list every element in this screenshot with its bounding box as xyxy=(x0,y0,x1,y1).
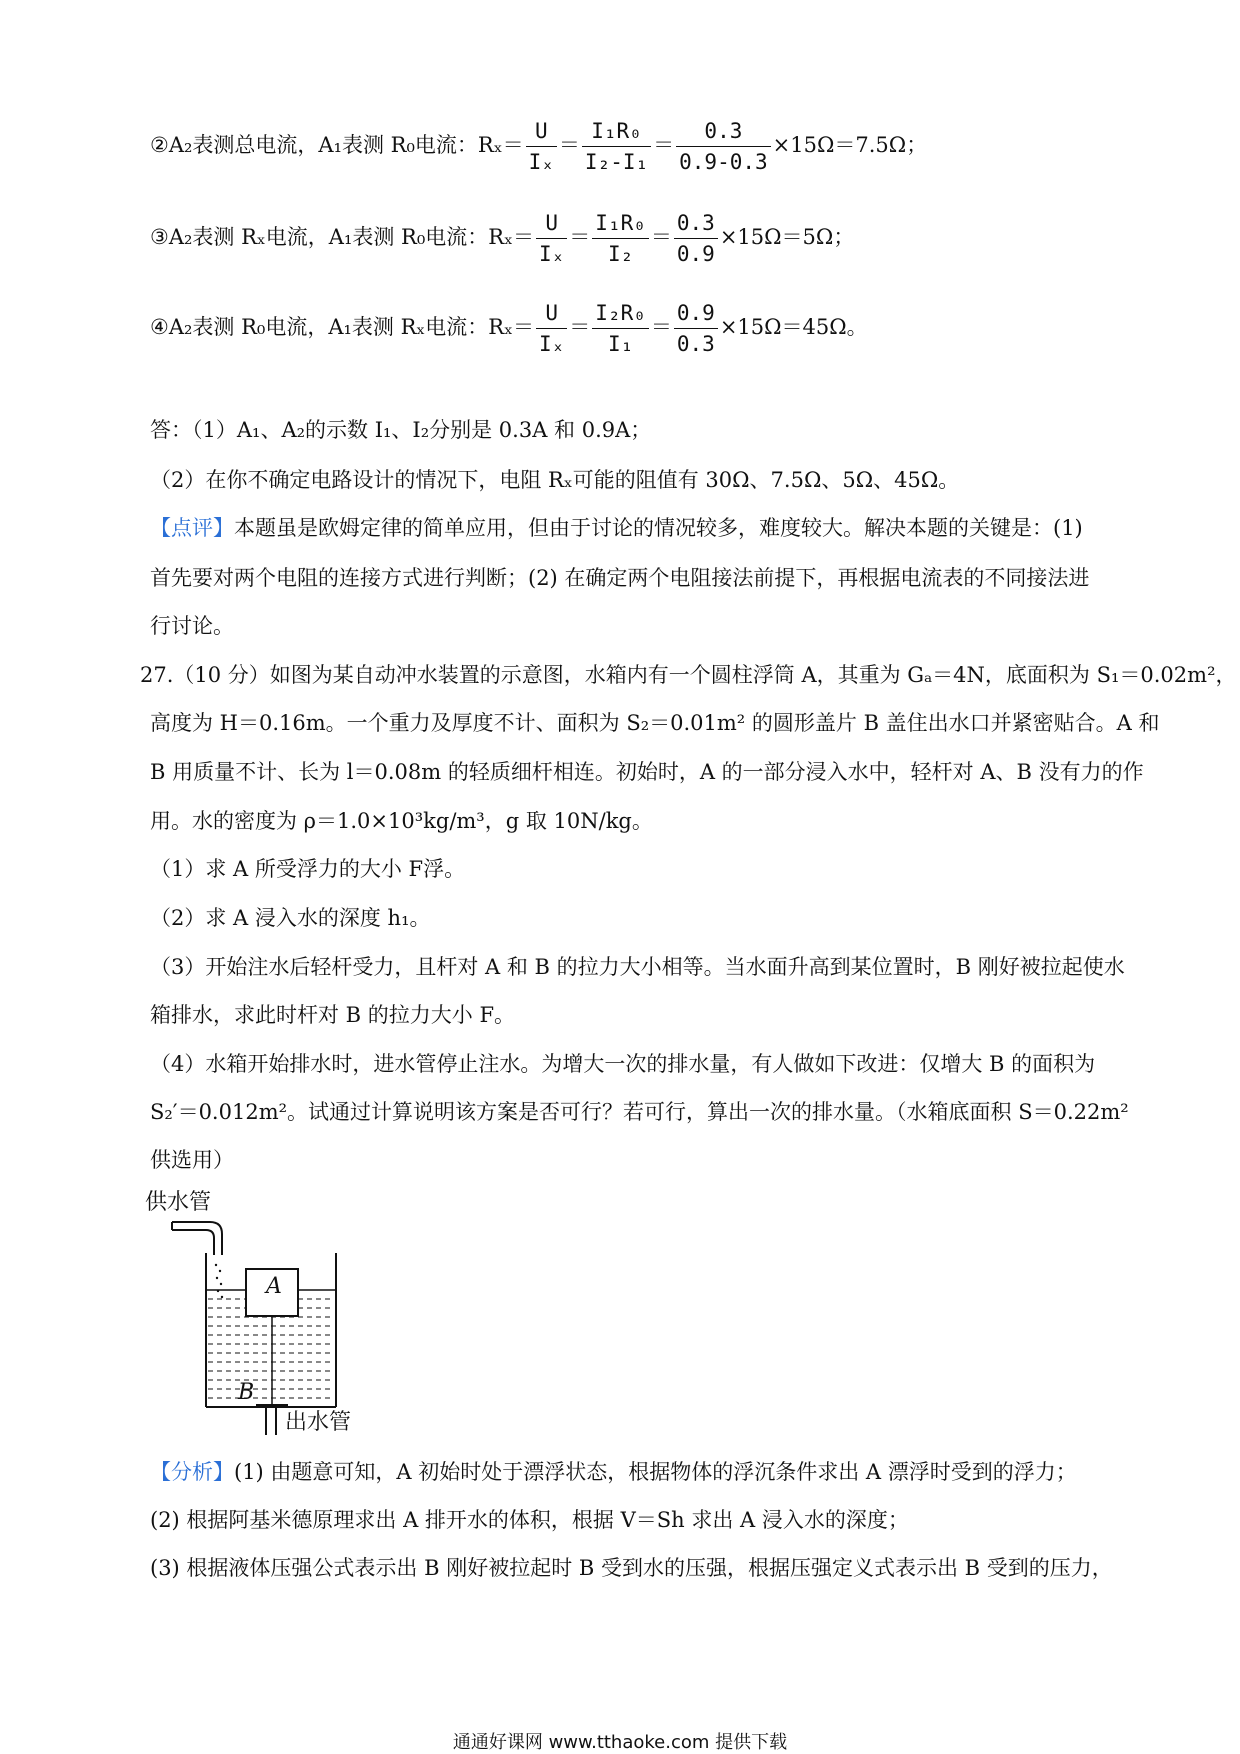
question-27-part-4b: S₂′＝0.012m²。试通过计算说明该方案是否可行？若可行，算出一次的排水量。（水箱底面积 S＝0.22m² xyxy=(150,1100,1129,1124)
water-tank-figure xyxy=(140,1185,360,1435)
question-27-line-2: 高度为 H＝0.16m。一个重力及厚度不计、面积为 S₂＝0.01m² 的圆形盖片 B 盖住出水口并紧密贴合。A 和 xyxy=(150,711,1160,735)
question-27-part-2: （2）求 A 浸入水的深度 h₁。 xyxy=(150,906,431,930)
float-a-label: A xyxy=(266,1274,282,1299)
cover-b-label: B xyxy=(238,1380,255,1405)
question-27-part-3a: （3）开始注水后轻杆受力，且杆对 A 和 B 的拉力大小相等。当水面升高到某位置时，B 刚好被拉起使水 xyxy=(150,955,1125,979)
analysis-tag: 【分析】 xyxy=(150,1460,234,1484)
formula-line-3: ③A₂表测 Rₓ电流，A₁表测 R₀电流：Rₓ＝ $\frac{U}{\text{Iₓ}}$ ＝ $\frac{\text{I₁R₀}}{\text{I₂}}$ ＝ $\frac{0.3}{0.9}$ ×15Ω＝5Ω； xyxy=(150,211,855,266)
question-27-line-4: 用。水的密度为 ρ＝1.0×10³kg/m³，g 取 10N/kg。 xyxy=(150,809,653,833)
fraction: $\frac{U}{\text{Iₓ}}$ xyxy=(536,300,567,357)
fraction: $\frac{0.3}{0.9}$ xyxy=(674,210,718,267)
page-footer: 通通好课网 www.tthaoke.com 提供下载 xyxy=(452,1732,788,1753)
answer-line-1: 答：（1）A₁、A₂的示数 I₁、I₂分别是 0.3A 和 0.9A； xyxy=(150,418,652,442)
formula-prefix: ②A₂表测总电流，A₁表测 R₀电流：Rₓ＝ xyxy=(150,133,524,157)
analysis-line-3: (3) 根据液体压强公式表示出 B 刚好被拉起时 B 受到水的压强，根据压强定义式表示出 B 受到的压力， xyxy=(150,1556,1113,1580)
fraction: $\frac{0.3}{0.9-0.3}$ xyxy=(676,118,771,175)
question-27-part-4a: （4）水箱开始排水时，进水管停止注水。为增大一次的排水量，有人做如下改进：仅增大 B 的面积为 xyxy=(150,1052,1096,1076)
comment-tag: 【点评】 xyxy=(150,516,234,540)
question-27-part-3b: 箱排水，求此时杆对 B 的拉力大小 F。 xyxy=(150,1003,516,1027)
fraction: $\frac{U}{\text{Iₓ}}$ xyxy=(536,210,567,267)
question-27-part-1: （1）求 A 所受浮力的大小 F浮。 xyxy=(150,857,466,881)
formula-line-4: ④A₂表测 R₀电流，A₁表测 Rₓ电流：Rₓ＝ $\frac{U}{\text{Iₓ}}$ ＝ $\frac{\text{I₂R₀}}{\text{I₁}}$ ＝ $\frac{0.9}{0.3}$ ×15Ω＝45Ω。 xyxy=(150,301,868,356)
fraction: $\frac{0.9}{0.3}$ xyxy=(674,300,718,357)
formula-suffix: ×15Ω＝5Ω； xyxy=(719,225,855,249)
comment-line-3: 行讨论。 xyxy=(150,614,234,638)
fraction: $\frac{\text{I₂R₀}}{\text{I₁}}$ xyxy=(592,300,649,357)
analysis-line-2: (2) 根据阿基米德原理求出 A 排开水的体积，根据 V＝Sh 求出 A 浸入水的深度； xyxy=(150,1508,909,1532)
supply-pipe-label: 供水管 xyxy=(145,1190,212,1215)
comment-line-2: 首先要对两个电阻的连接方式进行判断；(2) 在确定两个电阻接法前提下，再根据电流表的不同接法进 xyxy=(150,566,1090,590)
formula-suffix: ×15Ω＝45Ω。 xyxy=(719,315,868,339)
formula-prefix: ③A₂表测 Rₓ电流，A₁表测 R₀电流：Rₓ＝ xyxy=(150,225,534,249)
answer-line-2: （2）在你不确定电路设计的情况下，电阻 Rₓ可能的阻值有 30Ω、7.5Ω、5Ω、45Ω。 xyxy=(150,468,960,492)
outlet-pipe-label: 出水管 xyxy=(285,1410,352,1435)
fraction: $\frac{\text{I₁R₀}}{\text{I₂-I₁}}$ xyxy=(582,118,651,175)
question-27-line-3: B 用质量不计、长为 l＝0.08m 的轻质细杆相连。初始时，A 的一部分浸入水中，轻杆对 A、B 没有力的作 xyxy=(150,760,1144,784)
formula-line-2: ②A₂表测总电流，A₁表测 R₀电流：Rₓ＝ $\frac{U}{\text{Iₓ}}$ ＝ $\frac{\text{I₁R₀}}{\text{I₂-I₁}}$ ＝ $\frac{0.3}{0.9-0.3}$ ×15Ω＝7.5Ω； xyxy=(150,119,928,174)
question-27-part-4c: 供选用） xyxy=(150,1148,234,1172)
formula-prefix: ④A₂表测 R₀电流，A₁表测 Rₓ电流：Rₓ＝ xyxy=(150,315,534,339)
formula-suffix: ×15Ω＝7.5Ω； xyxy=(772,133,928,157)
fraction: $\frac{U}{\text{Iₓ}}$ xyxy=(526,118,557,175)
question-27-line-1: 27.（10 分）如图为某自动冲水装置的示意图，水箱内有一个圆柱浮筒 A，其重为 Gₐ＝4N，底面积为 S₁＝0.02m²， xyxy=(140,663,1237,687)
analysis-line-1: 【分析】(1) 由题意可知，A 初始时处于漂浮状态，根据物体的浮沉条件求出 A 漂浮时受到的浮力； xyxy=(150,1460,1077,1484)
comment-line-1: 【点评】本题虽是欧姆定律的简单应用，但由于讨论的情况较多，难度较大。解决本题的关键是：(1) xyxy=(150,516,1083,540)
fraction: $\frac{\text{I₁R₀}}{\text{I₂}}$ xyxy=(592,210,649,267)
